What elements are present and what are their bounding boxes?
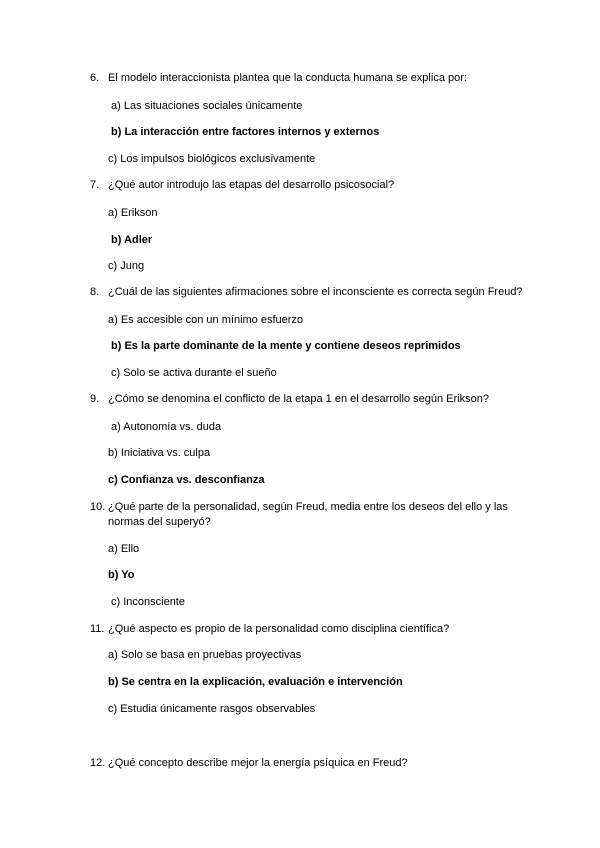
question-number: 11. [90,623,105,635]
question-text: ¿Cuál de las siguientes afirmaciones sobre el inconsciente es correcta según Freud? [108,286,523,298]
question-text: ¿Qué autor introdujo las etapas del desarrollo psicosocial? [108,179,395,191]
question-10 [90,500,530,530]
question-number: 10. [90,501,106,513]
option-b-correct: b) Adler [111,234,153,246]
option-c: c) Los impulsos biológicos exclusivamente [108,153,316,165]
option-b-correct: b) La interacción entre factores internos y externos [111,126,380,138]
question-12 [90,756,530,771]
option-c-correct: c) Confianza vs. desconfianza [108,474,265,486]
option-b-correct: b) Es la parte dominante de la mente y contiene deseos reprimidos [111,340,461,352]
question-text: ¿Qué aspecto es propio de la personalidad como disciplina científica? [108,623,450,635]
question-text: ¿Qué concepto describe mejor la energía psíquica en Freud? [108,757,408,769]
question-number: 8. [90,286,100,298]
option-b: b) Iniciativa vs. culpa [108,447,211,459]
question-8 [90,285,530,300]
option-a: a) Erikson [108,207,158,219]
question-text: ¿Qué parte de la personalidad, según Freud, media entre los deseos del ello y las normas del superyó? [108,501,508,528]
question-number: 7. [90,179,100,191]
option-a: a) Ello [108,543,140,555]
option-a: a) Es accesible con un mínimo esfuerzo [108,314,304,326]
question-number: 9. [90,393,100,405]
option-c: c) Solo se activa durante el sueño [111,367,277,379]
option-a: a) Solo se basa en pruebas proyectivas [108,649,302,661]
question-7 [90,178,530,193]
question-6 [90,71,530,86]
option-b-correct: b) Yo [108,569,135,581]
option-b-correct: b) Se centra en la explicación, evaluación e intervención [108,676,403,688]
option-a: a) Autonomía vs. duda [111,421,222,433]
option-c: c) Inconsciente [111,596,185,608]
question-11 [90,622,530,637]
question-number: 6. [90,72,100,84]
question-text: El modelo interaccionista plantea que la conducta humana se explica por: [108,72,467,84]
question-9 [90,392,530,407]
question-number: 12. [90,757,106,769]
question-text: ¿Cómo se denomina el conflicto de la etapa 1 en el desarrollo según Erikson? [108,393,489,405]
option-c: c) Estudia únicamente rasgos observables [108,703,316,715]
option-c: c) Jung [108,260,145,272]
option-a: a) Las situaciones sociales únicamente [111,100,303,112]
